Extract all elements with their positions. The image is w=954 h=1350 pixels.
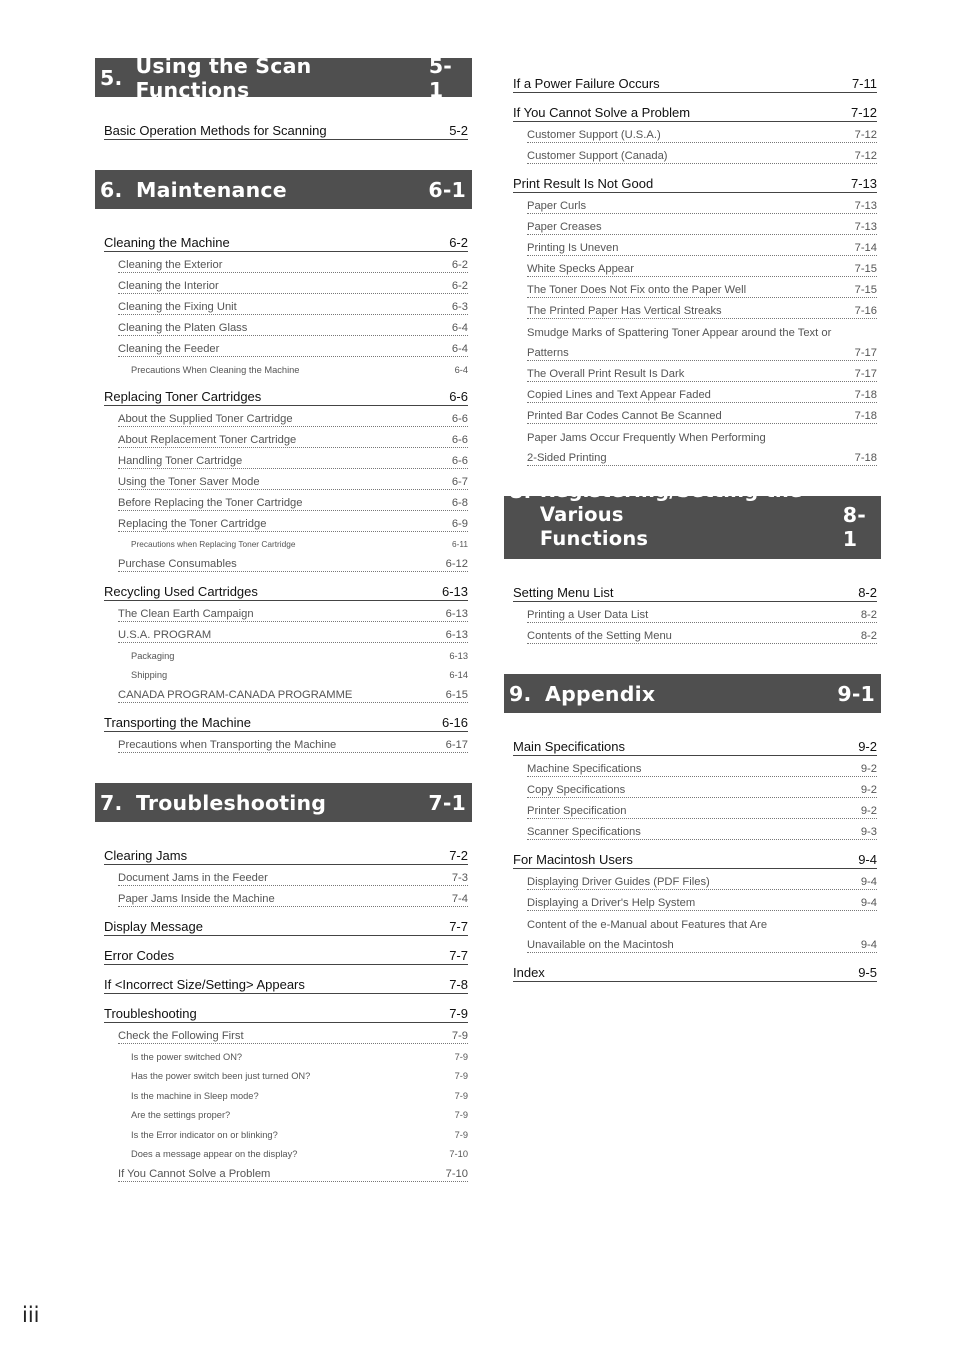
toc-entry-title: Is the Error indicator on or blinking?: [131, 1129, 278, 1140]
chapter-title-text: Troubleshooting: [136, 790, 327, 815]
toc-entry[interactable]: [104, 377, 468, 406]
toc-entry[interactable]: [118, 469, 468, 490]
toc-entry-title: The Toner Does Not Fix onto the Paper Well: [527, 284, 747, 296]
toc-entry-title: Is the power switched ON?: [131, 1051, 243, 1062]
chapter-page: 9-1: [837, 681, 875, 706]
toc-entry-page: 9-5: [858, 965, 877, 980]
toc-entry[interactable]: [118, 511, 468, 532]
toc-list: [95, 836, 472, 1182]
toc-entry-title: Smudge Marks of Spattering Toner Appear around the Text or: [527, 327, 832, 339]
toc-entry-page: 7-9: [449, 1006, 468, 1021]
section-gap: [504, 644, 881, 674]
toc-entry-title: Check the Following First: [118, 1030, 244, 1042]
toc-entry[interactable]: [104, 572, 468, 601]
toc-entry-title: Cleaning the Machine: [104, 235, 230, 250]
toc-entry-title: Cleaning the Exterior: [118, 259, 223, 271]
toc-entry-title: Index: [513, 965, 545, 980]
toc-entry-title: Displaying Driver Guides (PDF Files): [527, 876, 710, 888]
section-gap: [95, 140, 472, 170]
toc-entry[interactable]: [527, 193, 877, 214]
toc-entry-page: 6-13: [445, 608, 468, 620]
toc-entry-title: Before Replacing the Toner Cartridge: [118, 496, 303, 509]
toc-entry-title: If a Power Failure Occurs: [513, 76, 660, 91]
toc-entry[interactable]: [118, 315, 468, 336]
chapter-heading[interactable]: [504, 674, 881, 713]
toc-entry-title: Unavailable on the Macintosh: [527, 939, 674, 951]
toc-entry-page: 8-2: [860, 609, 877, 621]
toc-entry-title: Main Specifications: [513, 739, 625, 754]
toc-entry-title: Contents of the Setting Menu: [527, 630, 672, 642]
toc-entry-title: The Clean Earth Campaign: [118, 608, 254, 620]
toc-entry[interactable]: [131, 1103, 468, 1123]
toc-entry-title: 2-Sided Printing: [527, 452, 607, 464]
toc-entry[interactable]: [118, 448, 468, 469]
toc-list: [504, 573, 881, 644]
toc-entry-page: 6-15: [445, 689, 468, 701]
toc-entry-title: Setting Menu List: [513, 585, 614, 600]
toc-entry-title: Packaging: [131, 650, 175, 661]
chapter-number: 7.: [100, 790, 123, 815]
toc-entry-page: 7-9: [454, 1090, 468, 1101]
toc-entry-title: CANADA PROGRAM-CANADA PROGRAMME: [118, 689, 353, 701]
toc-entry-page: 6-2: [451, 259, 468, 271]
toc-entry[interactable]: [104, 907, 468, 936]
toc-entry-page: 7-14: [854, 242, 877, 254]
toc-entry[interactable]: [527, 890, 877, 911]
toc-entry[interactable]: [513, 840, 877, 869]
toc-entry-page: 9-2: [860, 763, 877, 775]
toc-entry-title: Scanner Specifications: [527, 826, 641, 838]
toc-entry[interactable]: [118, 406, 468, 427]
toc-entry[interactable]: [131, 357, 468, 377]
chapter-heading[interactable]: [95, 53, 472, 102]
toc-entry[interactable]: [118, 427, 468, 448]
toc-right-column: [504, 64, 881, 982]
toc-entry-page: 7-16: [854, 305, 877, 317]
toc-entry-title: White Specks Appear: [527, 263, 634, 275]
toc-entry-title: Printing Is Uneven: [527, 242, 619, 254]
toc-entry-title: Handling Toner Cartridge: [118, 454, 243, 467]
toc-entry-page: 6-12: [445, 558, 468, 570]
toc-entry-page: 6-9: [451, 517, 468, 530]
toc-entry-page: 7-4: [451, 893, 468, 905]
chapter-number: 8.: [509, 479, 532, 503]
toc-entry-page: 9-4: [860, 876, 877, 888]
toc-entry-title: Customer Support (Canada): [527, 150, 668, 162]
toc-entry-title: Is the machine in Sleep mode?: [131, 1090, 259, 1101]
toc-entry[interactable]: [527, 277, 877, 298]
toc-entry[interactable]: [118, 601, 468, 622]
toc-entry-page: 7-15: [854, 284, 877, 296]
chapter-heading[interactable]: [95, 783, 472, 822]
toc-entry-title: If <Incorrect Size/Setting> Appears: [104, 977, 305, 992]
toc-list: [95, 111, 472, 140]
toc-entry[interactable]: [513, 727, 877, 756]
toc-entry[interactable]: [527, 256, 877, 277]
toc-entry-title: Display Message: [104, 919, 203, 934]
toc-entry-page: 7-2: [449, 848, 468, 863]
toc-entry-title: Paper Creases: [527, 221, 602, 233]
toc-entry-page: 7-17: [854, 368, 877, 380]
toc-entry-page: 7-9: [454, 1110, 468, 1120]
toc-entry-title: If You Cannot Solve a Problem: [118, 1168, 271, 1180]
toc-entry[interactable]: [527, 361, 877, 382]
toc-entry-title: Copied Lines and Text Appear Faded: [527, 389, 711, 401]
toc-entry-title: Precautions when Replacing Toner Cartridge: [131, 539, 296, 549]
toc-entry-title: Precautions When Cleaning the Machine: [131, 364, 300, 375]
toc-entry-title: Customer Support (U.S.A.): [527, 129, 661, 141]
toc-entry-title: Copy Specifications: [527, 784, 626, 796]
toc-entry[interactable]: [118, 336, 468, 357]
toc-entry-page: 6-6: [451, 454, 468, 467]
toc-entry-title: Troubleshooting: [104, 1006, 197, 1021]
toc-entry-title: Precautions when Transporting the Machine: [118, 739, 337, 751]
toc-entry[interactable]: [104, 223, 468, 252]
toc-entry[interactable]: [527, 214, 877, 235]
toc-entry-page: 9-4: [860, 897, 877, 909]
toc-entry-page: 5-2: [449, 123, 468, 138]
toc-entry-page: 7-18: [854, 452, 877, 464]
chapter-title-text: Appendix: [545, 681, 656, 706]
toc-entry-title: Displaying a Driver's Help System: [527, 897, 696, 909]
toc-entry-title: Paper Jams Occur Frequently When Performing: [527, 432, 766, 444]
toc-entry-title: Cleaning the Fixing Unit: [118, 301, 237, 313]
toc-entry-title: Shipping: [131, 670, 168, 680]
toc-entry-title: Patterns: [527, 347, 569, 359]
chapter-title-text: Maintenance: [136, 177, 287, 202]
toc-entry[interactable]: [527, 777, 877, 798]
toc-entry-page: 7-7: [449, 919, 468, 934]
toc-entry-page: 6-4: [454, 364, 468, 375]
toc-entry[interactable]: [118, 294, 468, 315]
toc-entry[interactable]: [527, 319, 877, 340]
toc-entry[interactable]: [131, 1083, 468, 1103]
toc-entry[interactable]: [104, 836, 468, 865]
toc-entry[interactable]: [118, 865, 468, 886]
chapter-page: 8-1: [842, 503, 866, 551]
toc-entry-page: 7-11: [851, 76, 877, 91]
chapter-title: [509, 682, 655, 706]
toc-entry[interactable]: [118, 886, 468, 907]
toc-entry[interactable]: [527, 756, 877, 777]
toc-entry-page: 7-9: [454, 1051, 468, 1062]
toc-entry-page: 6-6: [451, 412, 468, 425]
toc-entry-title: Document Jams in the Feeder: [118, 872, 268, 884]
chapter-title-line-1: Registering/Setting the Various: [539, 479, 803, 526]
toc-entry-page: 7-15: [854, 263, 877, 275]
toc-entry[interactable]: [513, 953, 877, 982]
chapter-title: [509, 479, 843, 551]
toc-entry-title: If You Cannot Solve a Problem: [513, 105, 691, 120]
toc-entry-title: Recycling Used Cartridges: [104, 584, 258, 599]
toc-entry-page: 9-4: [860, 939, 877, 951]
toc-entry-title: Using the Toner Saver Mode: [118, 475, 260, 488]
toc-list: [504, 727, 881, 982]
toc-entry-title: About the Supplied Toner Cartridge: [118, 412, 293, 425]
toc-entry[interactable]: [104, 994, 468, 1023]
toc-entry-title: Transporting the Machine: [104, 715, 251, 730]
toc-entry[interactable]: [118, 551, 468, 572]
toc-entry-title: About Replacement Toner Cartridge: [118, 433, 297, 446]
toc-entry-page: 6-2: [449, 235, 468, 250]
chapter-number: 9.: [509, 681, 532, 706]
toc-entry[interactable]: [118, 682, 468, 703]
toc-entry-title: Are the settings proper?: [131, 1110, 231, 1120]
toc-entry[interactable]: [513, 573, 877, 602]
toc-entry-page: 8-2: [860, 630, 877, 642]
toc-entry[interactable]: [118, 622, 468, 643]
chapter-title-text: [540, 479, 843, 551]
toc-entry-title: Clearing Jams: [104, 848, 188, 863]
toc-entry-title: Has the power switch been just turned ON?: [131, 1071, 311, 1081]
toc-entry[interactable]: [527, 143, 877, 164]
toc-entry-title: Paper Curls: [527, 200, 587, 212]
toc-entry-page: 7-9: [451, 1030, 468, 1042]
toc-entry-title: Purchase Consumables: [118, 558, 237, 570]
toc-entry-page: 6-4: [451, 343, 468, 355]
toc-entry-title: Error Codes: [104, 948, 175, 963]
toc-entry-page: 7-3: [451, 872, 468, 884]
chapter-title: [100, 791, 326, 815]
toc-entry-title: The Printed Paper Has Vertical Streaks: [527, 305, 722, 317]
toc-entry[interactable]: [118, 1023, 468, 1044]
toc-entry[interactable]: [118, 490, 468, 511]
toc-entry-page: 6-11: [452, 539, 468, 549]
chapter-title-text: Using the Scan Functions: [135, 53, 312, 102]
toc-entry-page: 6-2: [451, 280, 468, 292]
toc-entry-page: 6-16: [441, 715, 468, 730]
toc-entry[interactable]: [131, 1064, 468, 1084]
toc-entry[interactable]: [527, 932, 877, 953]
toc-entry-page: 7-10: [445, 1168, 468, 1180]
toc-entry-page: 6-13: [445, 629, 468, 641]
toc-entry[interactable]: [513, 93, 877, 122]
toc-entry[interactable]: [118, 732, 468, 753]
toc-entry[interactable]: [527, 235, 877, 256]
toc-entry[interactable]: [118, 1161, 468, 1182]
toc-entry[interactable]: [118, 273, 468, 294]
chapter-heading[interactable]: [95, 170, 472, 209]
toc-entry[interactable]: [527, 424, 877, 445]
toc-entry-title: U.S.A. PROGRAM: [118, 629, 212, 641]
toc-entry-page: 7-18: [854, 410, 877, 422]
toc-entry[interactable]: [131, 1122, 468, 1142]
toc-entry-title: Cleaning the Platen Glass: [118, 322, 248, 334]
toc-entry[interactable]: [527, 602, 877, 623]
toc-entry-page: 9-3: [860, 826, 877, 838]
toc-entry[interactable]: [527, 122, 877, 143]
toc-entry-page: 7-9: [454, 1129, 468, 1140]
toc-entry-title: Paper Jams Inside the Machine: [118, 893, 275, 905]
toc-entry-title: Replacing Toner Cartridges: [104, 388, 262, 404]
toc-entry[interactable]: [118, 252, 468, 273]
toc-entry-page: 7-7: [449, 948, 468, 963]
toc-entry-page: 7-12: [850, 105, 877, 120]
toc-entry[interactable]: [104, 936, 468, 965]
chapter-title: [100, 54, 429, 102]
toc-entry[interactable]: [527, 798, 877, 819]
toc-entry[interactable]: [527, 298, 877, 319]
toc-entry-page: 7-8: [449, 977, 468, 992]
toc-entry-page: 6-7: [451, 475, 468, 488]
toc-entry-page: 7-9: [454, 1071, 468, 1081]
toc-entry[interactable]: [527, 340, 877, 361]
toc-list: [504, 64, 881, 466]
page-number: iii: [22, 1303, 40, 1327]
toc-entry-title: Printed Bar Codes Cannot Be Scanned: [527, 410, 722, 422]
toc-entry[interactable]: [104, 111, 468, 140]
chapter-number: 5.: [100, 65, 123, 90]
chapter-number: 6.: [100, 177, 123, 202]
toc-entry-page: 6-3: [451, 301, 468, 313]
toc-entry[interactable]: [131, 1044, 468, 1064]
toc-entry[interactable]: [527, 382, 877, 403]
toc-entry[interactable]: [527, 445, 877, 466]
toc-entry-title: Machine Specifications: [527, 763, 642, 775]
toc-entry[interactable]: [527, 403, 877, 424]
toc-entry-page: 6-6: [451, 433, 468, 446]
toc-entry-title: For Macintosh Users: [513, 852, 633, 867]
toc-entry-title: The Overall Print Result Is Dark: [527, 368, 685, 380]
toc-entry[interactable]: [513, 164, 877, 193]
toc-entry-title: Printing a User Data List: [527, 609, 649, 621]
chapter-title-line-2: Functions: [539, 527, 649, 550]
toc-entry-page: 7-10: [449, 1149, 468, 1159]
toc-entry[interactable]: [513, 64, 877, 93]
toc-list: [95, 223, 472, 753]
toc-entry-page: 7-12: [854, 150, 877, 162]
chapter-title: [100, 178, 287, 202]
toc-entry-title: Does a message appear on the display?: [131, 1149, 298, 1159]
chapter-page: 5-1: [428, 53, 453, 102]
toc-entry-page: 6-13: [441, 584, 468, 599]
chapter-page: 6-1: [428, 177, 466, 202]
toc-entry-title: Replacing the Toner Cartridge: [118, 517, 267, 530]
toc-entry-page: 6-13: [449, 650, 468, 661]
toc-entry-page: 6-8: [451, 496, 468, 509]
toc-entry[interactable]: [131, 532, 468, 552]
toc-entry-title: Cleaning the Interior: [118, 280, 219, 292]
toc-entry[interactable]: [104, 703, 468, 732]
toc-entry-page: 6-4: [451, 322, 468, 334]
toc-entry-page: 7-13: [854, 221, 877, 233]
toc-entry[interactable]: [104, 965, 468, 994]
toc-entry-page: 8-2: [858, 585, 877, 600]
chapter-page: 7-1: [428, 790, 466, 815]
toc-entry[interactable]: [527, 819, 877, 840]
toc-entry[interactable]: [527, 869, 877, 890]
toc-left-column: [95, 53, 472, 1182]
toc-entry[interactable]: [527, 623, 877, 644]
toc-entry-title: Content of the e-Manual about Features that Are: [527, 919, 768, 931]
section-gap: [95, 753, 472, 783]
chapter-heading[interactable]: [504, 479, 881, 559]
toc-entry-page: 7-13: [854, 200, 877, 212]
toc-entry-page: 7-12: [854, 129, 877, 141]
toc-entry-page: 6-6: [449, 388, 468, 404]
toc-entry-page: 7-17: [854, 347, 877, 359]
toc-entry-page: 6-14: [449, 670, 468, 680]
toc-entry[interactable]: [527, 911, 877, 932]
toc-entry-title: Basic Operation Methods for Scanning: [104, 123, 327, 138]
toc-entry-page: 7-13: [850, 176, 877, 191]
toc-entry-page: 9-2: [860, 784, 877, 796]
toc-entry-title: Cleaning the Feeder: [118, 343, 220, 355]
toc-entry-page: 9-4: [858, 852, 877, 867]
toc-entry-page: 9-2: [858, 739, 877, 754]
toc-entry-title: Print Result Is Not Good: [513, 176, 654, 191]
toc-entry[interactable]: [131, 663, 468, 683]
toc-entry-page: 9-2: [860, 805, 877, 817]
toc-entry[interactable]: [131, 1142, 468, 1162]
toc-entry-page: 7-18: [854, 389, 877, 401]
toc-entry-page: 6-17: [445, 739, 468, 751]
toc-entry[interactable]: [131, 643, 468, 663]
toc-entry-title: Printer Specification: [527, 805, 627, 817]
